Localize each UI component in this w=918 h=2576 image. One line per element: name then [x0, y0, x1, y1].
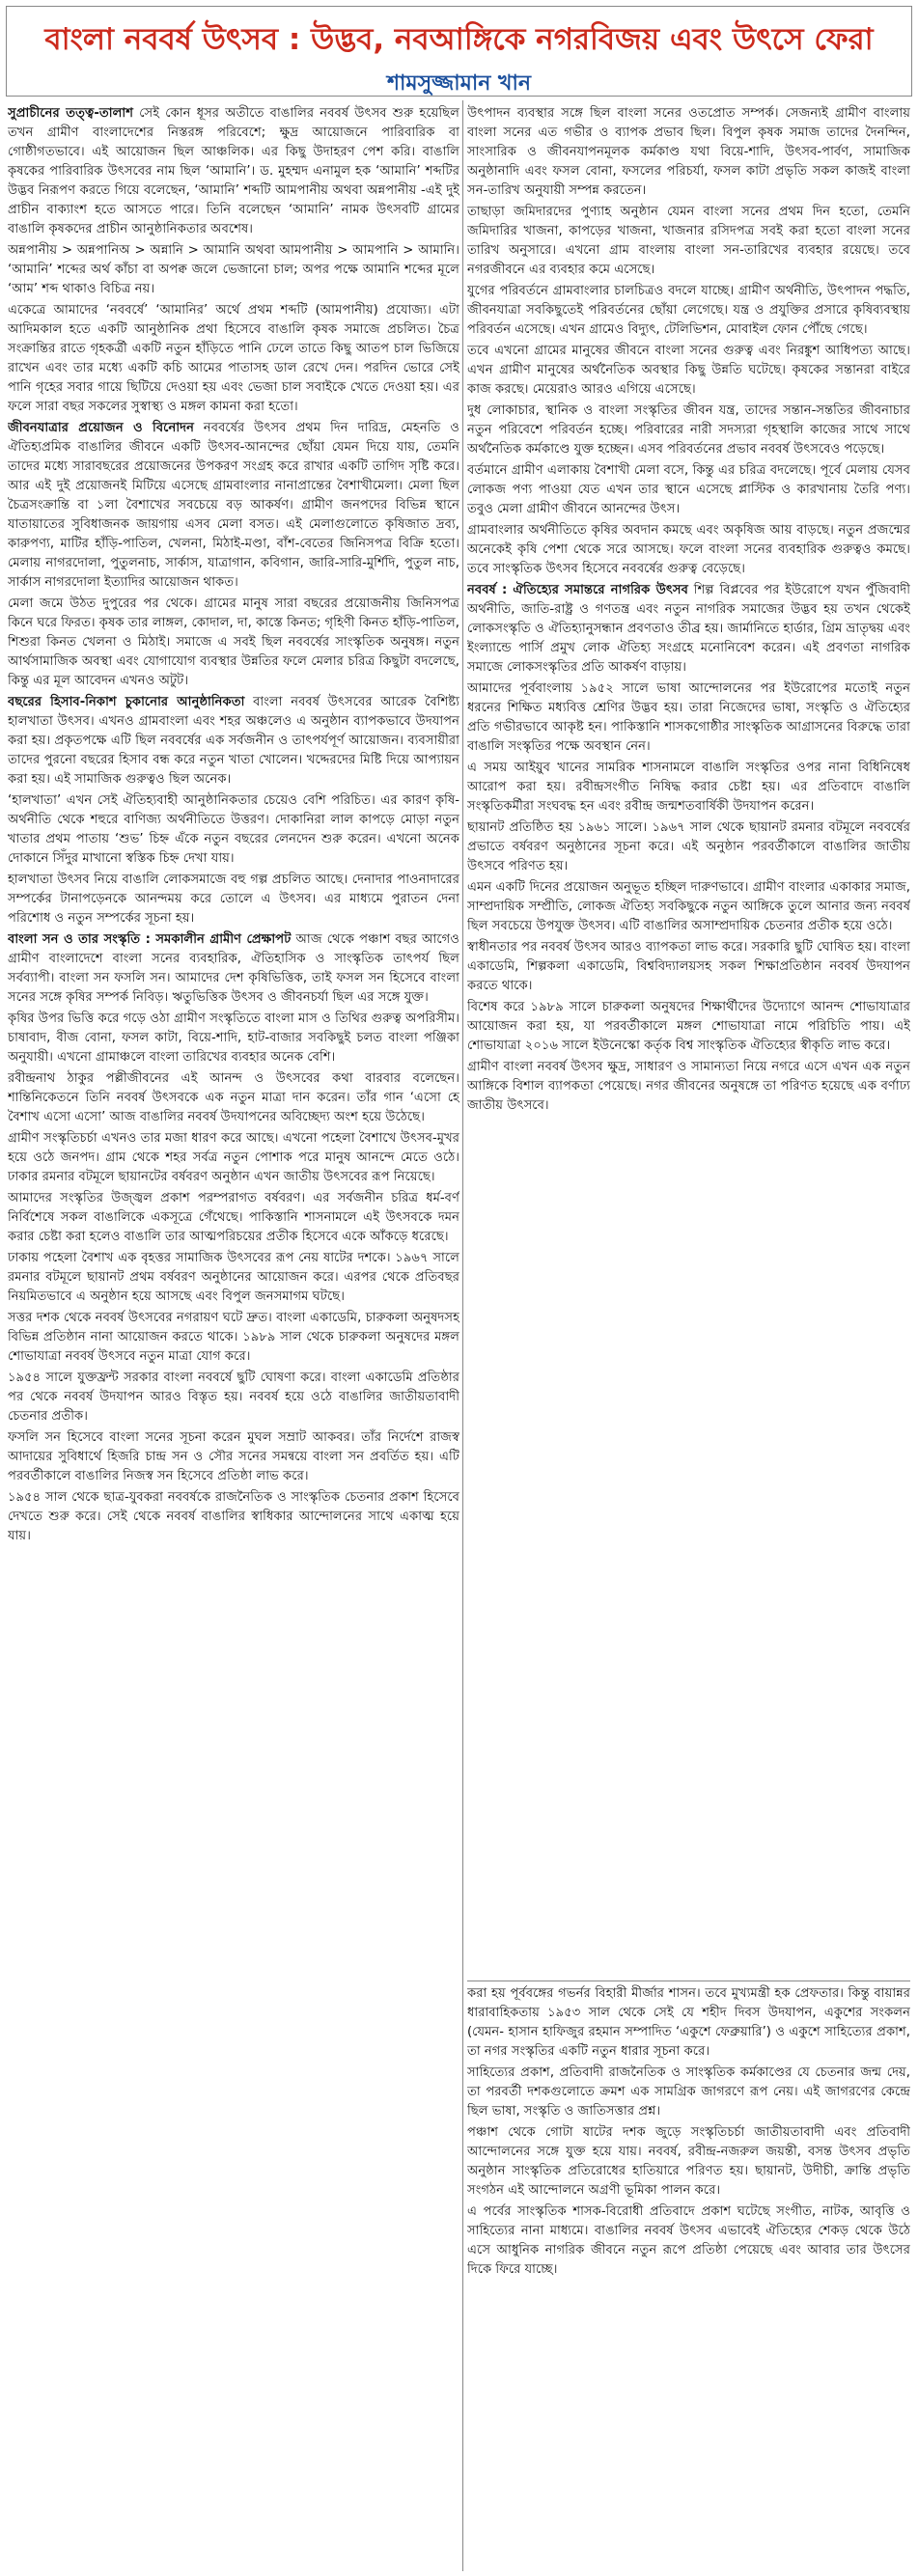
paragraph-text: সত্তর দশক থেকে নববর্ষ উৎসবের নগরায়ণ ঘটে দ্রুত। বাংলা একাডেমি, চারুকলা অনুষদসহ বিভিন্ন প্রতিষ্ঠান নানা আয়োজন করতে থাকে। ১৯৮৯ সাল থেকে চারুকলা অনুষদের মঙ্গল শোভাযাত্রা নববর্ষ উৎসবে নতুন মাত্রা যোগ করে।: [8, 1311, 459, 1364]
paragraph: [8, 1488, 459, 1546]
paragraph: [8, 419, 459, 593]
paragraph: [8, 693, 459, 789]
paragraph: [467, 1058, 910, 1116]
paragraph-text: উৎপাদন ব্যবস্থার সঙ্গে ছিল বাংলা সনের ওতপ্রোত সম্পর্ক। সেজন্যই গ্রামীণ বাংলায় বাংলা সনের এত গভীর ও ব্যাপক প্রভাব ছিল। বিপুল কৃষক সমাজ তাদের দৈনন্দিন, সাংসারিক ও জীবনযাপনমূলক কর্মকাণ্ড যথা বিয়ে-শাদি, উৎসব-পার্বণ, সামাজিক অনুষ্ঠানাদি এবং ফসল বোনা, ফসলের পরিচর্যা, ফসল কাটা প্রভৃতি সকল কাজই বাংলা সন-তারিখ অনুযায়ী সম্পন্ন করতেন।: [467, 106, 910, 198]
paragraph-text: আমাদের সংস্কৃতির উজ্জ্বল প্রকাশ পরম্পরাগত বর্ষবরণ। এর সর্বজনীন চরিত্র ধর্ম-বর্ণ নির্বিশেষে সকল বাঙালিকে একসূত্রে গেঁথেছে। পাকিস্তানি শাসনামলে এই উৎসবকে দমন করার চেষ্টা করা হলেও বাঙালি তার আত্মপরিচয়ের প্রতীক হিসেবে একে আঁকড়ে ধরেছে।: [8, 1191, 459, 1244]
paragraph-text: ঢাকায় পহেলা বৈশাখ এক বৃহত্তর সামাজিক উৎসবের রূপ নেয় ষাটের দশকে। ১৯৬৭ সালে রমনার বটমূলে ছায়ানট প্রথম বর্ষবরণ অনুষ্ঠানের আয়োজন করে। এরপর থেকে প্রতিবছর নিয়মিতভাবে এ অনুষ্ঠান হয়ে আসছে এবং বিপুল জনসমাগম ঘটছে।: [8, 1251, 459, 1304]
paragraph-lead: নববর্ষ : ঐতিহ্যের সমান্তরে নাগরিক উৎসব: [467, 583, 688, 597]
paragraph: [467, 2202, 910, 2280]
paragraph: [8, 1189, 459, 1247]
paragraph-text: এ পর্বের সাংস্কৃতিক শাসক-বিরোধী প্রতিবাদে প্রকাশ ঘটেছে সংগীত, নাটক, আবৃত্তি ও সাহিত্যের নানা মাধ্যমে। বাঙালির নববর্ষ উৎসব এভাবেই ঐতিহ্যের শেকড় থেকে উঠে এসে আধুনিক নাগরিক জীবনে নতুন রূপে প্রতিষ্ঠা পেয়েছে এবং আবার তার উৎসের দিকে ফিরে যাচ্ছে।: [467, 2204, 910, 2277]
paragraph-text: তাছাড়া জমিদারদের পুণ্যাহ অনুষ্ঠান যেমন বাংলা সনের প্রথম দিন হতো, তেমনি জমিদারির খাজনা, কাপড়ের খাজনা, খাজনার রসিদপত্র সবই করা হতো বাংলা সনের তারিখ অনুসারে। এখনো গ্রাম বাংলায় বাংলা সন-তারিখের ব্যবহার রয়েছে। তবে নগরজীবনে এর ব্যবহার কমে এসেছে।: [467, 205, 910, 277]
paragraph-text: দুধ লোকাচার, স্থানিক ও বাংলা সংস্কৃতির জীবন যন্ত্র, তাদের সন্তান-সন্ততির জীবনাচার নতুন পরিবেশে পরিবর্তন হচ্ছে। পরিবারের নারী সদস্যরা গৃহস্থালি কাজের সাথে সাথে অর্থনৈতিক কর্মকাণ্ডে যুক্ত হচ্ছেন। এসব পরিবর্তনের প্রভাব নববর্ষ উৎসবেও পড়েছে।: [467, 403, 910, 457]
bottom-block: [467, 1984, 910, 2569]
paragraph: [467, 104, 910, 201]
paragraph: [8, 595, 459, 691]
paragraph: [467, 2123, 910, 2201]
paragraph: [8, 1069, 459, 1127]
paragraph-text: পঞ্চাশ থেকে গোটা ষাটের দশক জুড়ে সংস্কৃতিচর্চা জাতীয়তাবাদী এবং প্রতিবাদী আন্দোলনের সঙ্গে যুক্ত হয়ে যায়। নববর্ষ, রবীন্দ্র-নজরুল জয়ন্তী, বসন্ত উৎসব প্রভৃতি অনুষ্ঠান সাংস্কৃতিক প্রতিরোধের হাতিয়ারে পরিণত হয়। ছায়ানট, উদীচী, ক্রান্তি প্রভৃতি সংগঠন এই আন্দোলনে অগ্রণী ভূমিকা পালন করে।: [467, 2125, 910, 2198]
paragraph: [8, 1249, 459, 1307]
paragraph: [467, 679, 910, 757]
paragraph: [467, 282, 910, 340]
paragraph-text: ১৯৫৪ সাল থেকে ছাত্র-যুবকরা নববর্ষকে রাজনৈতিক ও সাংস্কৃতিক চেতনার প্রকাশ হিসেবে দেখতে শুরু করে। সেই থেকে নববর্ষ বাঙালির স্বাধিকার আন্দোলনের সাথে একাত্ম হয়ে যায়।: [8, 1490, 459, 1543]
paragraph: [467, 581, 910, 678]
paragraph: [467, 878, 910, 936]
paragraph: [8, 930, 459, 1008]
article-headline: বাংলা নববর্ষ উৎসব : উদ্ভব, নবআঙ্গিকে নগরবিজয় এবং উৎসে ফেরা: [44, 22, 874, 57]
paragraph-text: তবে এখনো গ্রামের মানুষের জীবনে বাংলা সনের গুরুত্ব এবং নিরঙ্কুশ আধিপত্য আছে। এখন গ্রামীণ মানুষের অর্থনৈতিক অবস্থার কিছু উন্নতি ঘটেছে। কৃষকের সন্তানরা বাইরে কাজ করছে। মেয়েরাও আরও এগিয়ে এসেছে।: [467, 344, 910, 397]
left-column: [8, 104, 459, 2569]
paragraph: [467, 203, 910, 280]
paragraph: [8, 1010, 459, 1067]
paragraph-text: বাংলা নববর্ষ উৎসবের আরেক বৈশিষ্ট্য হালখাতা উৎসব। এখনও গ্রামবাংলা এবং শহর অঞ্চলেও এ অনুষ্ঠান ব্যাপকভাবে উদযাপন করা হয়। প্রকৃতপক্ষে এটি ছিল নববর্ষের এক সর্বজনীন ও তাৎপর্যপূর্ণ আয়োজন। ব্যবসায়ীরা তাদের পুরনো বছরের হিসাব বন্ধ করে নতুন খাতা খোলেন। খদ্দেরদের মিষ্টি দিয়ে আপ্যায়ন করা হয়। এই সামাজিক গুরুত্বও ছিল অনেক।: [8, 695, 459, 787]
right-column: [467, 104, 910, 1980]
paragraph-text: সেই কোন ধূসর অতীতে বাঙালির নববর্ষ উৎসব শুরু হয়েছিল তখন গ্রামীণ বাংলাদেশের নিস্তরঙ্গ পরিবেশে; ক্ষুদ্র আয়োজনে পারিবারিক বা গোষ্ঠীগতভাবে। এই আয়োজন ছিল আঞ্চলিক। এর কিছু উদাহরণ পেশ করি। বাঙালি কৃষকের পারিবারিক উৎসবের নাম ছিল ‘আমানি’। ড. মুহম্মদ এনামুল হক ‘আমানি’ শব্দটির উদ্ভব নিরূপণ করতে গিয়ে বলেছেন, ‘আমানি’ শব্দটি আমপানীয় অথবা অন্নপানীয় -এই দুই প্রাচীন বাক্যাংশ হতে আসতে পারে। তিনি বলেছেন ‘আমানি’ নামক উৎসবটি গ্রামের বাঙালি কৃষকদের প্রাচীন আনুষ্ঠানিকতার অবশেষ।: [8, 106, 459, 236]
article-header: [6, 6, 912, 97]
paragraph-text: যুগের পরিবর্তনে গ্রামবাংলার চালচিত্রও বদলে যাচ্ছে। গ্রামীণ অর্থনীতি, উৎপাদন পদ্ধতি, জীবনযাত্রা সবকিছুতেই পরিবর্তনের ছোঁয়া লেগেছে। যন্ত্র ও প্রযুক্তির প্রসারে কৃষিব্যবস্থায় পরিবর্তন এসেছে। এখন গ্রামেও বিদ্যুৎ, টেলিভিশন, মোবাইল ফোন পৌঁছে গেছে।: [467, 284, 910, 337]
paragraph-lead: সুপ্রাচীনের তত্ত্ব-তালাশ: [8, 106, 134, 121]
paragraph: [467, 2064, 910, 2121]
paragraph-text: অন্নপানীয় > অন্নপানিঅ > অন্নানি > আমানি অথবা আমপানীয় > আমপানি > আমানি। ‘আমানি’ শব্দের অর্থ কাঁচা বা অপক্ব জলে ভেজানো চাল; অপর পক্ষে আমানি শব্দের মূলে ‘আম’ শব্দ থাকাও বিচিত্র নয়।: [8, 243, 459, 296]
paragraph-text: এমন একটি দিনের প্রয়োজন অনুভূত হচ্ছিল দারুণভাবে। গ্রামীণ বাংলার একাকার সমাজ, সাম্প্রদায়িক সম্প্রীতি, লোকজ ঐতিহ্য সবকিছুকে নতুন আঙ্গিকে তুলে আনার জন্য নববর্ষ ছিল সবচেয়ে উপযুক্ত উৎসব। এটি বাঙালির অসাম্প্রদায়িক চেতনার প্রতীক হয়ে ওঠে।: [467, 880, 910, 933]
paragraph: [8, 104, 459, 239]
paragraph: [8, 241, 459, 299]
paragraph-text: শিল্প বিপ্লবের পর ইউরোপে যখন পুঁজিবাদী অর্থনীতি, জাতি-রাষ্ট্র ও গণতন্ত্র এবং নতুন নাগরিক সমাজের উদ্ভব হয় তখন থেকেই লোকসংস্কৃতি ও ঐতিহ্যানুসন্ধান প্রবণতাও তীব্র হয়। জার্মানিতে হার্ডার, গ্রিম ভ্রাতৃদ্বয় এবং ইংল্যান্ডে পার্সি প্রমুখ লোক ঐতিহ্য সংগ্রহে মনোনিবেশ করেন। এই প্রবণতা নাগরিক সমাজে লোকসংস্কৃতির প্রতি আকর্ষণ বাড়ায়।: [467, 583, 910, 675]
paragraph: [8, 1428, 459, 1486]
article-byline: শামসুজ্জামান খান: [387, 71, 531, 96]
paragraph-lead: বাংলা সন ও তার সংস্কৃতি : সমকালীন গ্রামীণ প্রেক্ষাপট: [8, 932, 292, 947]
paragraph: [467, 759, 910, 817]
bottom-block-rule: [467, 1980, 910, 1981]
paragraph-text: ফসলি সন হিসেবে বাংলা সনের সূচনা করেন মুঘল সম্রাট আকবর। তাঁর নির্দেশে রাজস্ব আদায়ের সুবিধার্থে হিজরি চান্দ্র সন ও সৌর সনের সমন্বয়ে বাংলা সন প্রবর্তিত হয়। এটি পরবর্তীকালে বাঙালির নিজস্ব সন হিসেবে প্রতিষ্ঠা লাভ করে।: [8, 1430, 459, 1483]
paragraph: [467, 402, 910, 459]
paragraph-text: গ্রামীণ বাংলা নববর্ষ উৎসব ক্ষুদ্র, সাধারণ ও সামান্যতা নিয়ে নগরে এসে এখন এক নতুন আঙ্গিকে বিশাল ব্যাপকতা পেয়েছে। নগর জীবনের অনুষঙ্গে তা পরিণত হয়েছে এক বর্ণাঢ্য জাতীয় উৎসবে।: [467, 1060, 910, 1113]
paragraph-text: বর্তমানে গ্রামীণ এলাকায় বৈশাখী মেলা বসে, কিন্তু এর চরিত্র বদলেছে। পূর্বে মেলায় যেসব লোকজ পণ্য পাওয়া যেত এখন তার স্থানে এসেছে প্লাস্টিক ও কারখানায় তৈরি পণ্য। তবুও মেলা গ্রামীণ জীবনে আনন্দের উৎস।: [467, 463, 910, 516]
paragraph-text: কৃষির উপর ভিত্তি করে গড়ে ওঠা গ্রামীণ সংস্কৃতিতে বাংলা মাস ও তিথির গুরুত্ব অপরিসীম। চাষাবাদ, বীজ বোনা, ফসল কাটা, বিয়ে-শাদি, হাট-বাজার সবকিছুই চলত বাংলা পঞ্জিকা অনুযায়ী। এখনো গ্রামাঞ্চলে বাংলা তারিখের ব্যবহার অনেক বেশি।: [8, 1011, 459, 1065]
paragraph-text: মেলা জমে উঠত দুপুরের পর থেকে। গ্রামের মানুষ সারা বছরের প্রয়োজনীয় জিনিসপত্র কিনে ঘরে ফিরত। কৃষক তার লাঙ্গল, কোদাল, দা, কাস্তে কিনত; গৃহিণী কিনত হাঁড়ি-পাতিল, শিশুরা কিনত খেলনা ও মিঠাই। সমাজে এ সবই ছিল নববর্ষের সাংস্কৃতিক অনুষঙ্গ। নতুন আর্থসামাজিক অবস্থা এবং যোগাযোগ ব্যবস্থার উন্নতির ফলে মেলার চরিত্র কিছুটা বদলেছে, কিন্তু এর মূল আবেদন এখনও অটুট।: [8, 596, 459, 688]
paragraph-text: গ্রামবাংলার অর্থনীতিতে কৃষির অবদান কমছে এবং অকৃষিজ আয় বাড়ছে। নতুন প্রজন্মের অনেকেই কৃষি পেশা থেকে সরে আসছে। ফলে বাংলা সনের ব্যবহারিক গুরুত্বও কমছে। তবে সাংস্কৃতিক উৎসব হিসেবে নববর্ষের গুরুত্ব বেড়েছে।: [467, 523, 910, 576]
paragraph-text: এ সময় আইয়ুব খানের সামরিক শাসনামলে বাঙালি সংস্কৃতির ওপর নানা বিধিনিষেধ আরোপ করা হয়। রবীন্দ্রসংগীত নিষিদ্ধ করার চেষ্টা হয়। এর প্রতিবাদে বাঙালি সংস্কৃতিকর্মীরা সংঘবদ্ধ হন এবং রবীন্দ্র জন্মশতবার্ষিকী উদযাপন করেন।: [467, 761, 910, 814]
paragraph-text: ‘হালখাতা’ এখন সেই ঐতিহ্যবাহী আনুষ্ঠানিকতার চেয়েও বেশি পরিচিত। এর কারণ কৃষি-অর্থনীতি থেকে শহুরে বাণিজ্য অর্থনীতিতে উত্তরণ। দোকানিরা লাল কাপড়ে মোড়া নতুন খাতার প্রথম পাতায় ‘শুভ’ চিহ্ন এঁকে নতুন বছরের লেনদেন শুরু করেন। এখনো অনেক দোকানে সিঁদুর মাখানো স্বস্তিক চিহ্ন দেখা যায়।: [8, 793, 459, 866]
paragraph: [467, 342, 910, 400]
paragraph-text: ১৯৫৪ সালে যুক্তফ্রন্ট সরকার বাংলা নববর্ষে ছুটি ঘোষণা করে। বাংলা একাডেমি প্রতিষ্ঠার পর থেকে নববর্ষ উদযাপন আরও বিস্তৃত হয়। নববর্ষ হয়ে ওঠে বাঙালির জাতীয়তাবাদী চেতনার প্রতীক।: [8, 1371, 459, 1424]
paragraph: [467, 461, 910, 519]
paragraph-text: হালখাতা উৎসব নিয়ে বাঙালি লোকসমাজে বহু গল্প প্রচলিত আছে। দেনাদার পাওনাদারের সম্পর্কের টানাপড়েনকে আনন্দময় করে তোলে এ উৎসব। এর মাধ্যমে পুরাতন দেনা পরিশোধ ও নতুন সম্পর্কের সূচনা হয়।: [8, 873, 459, 926]
paragraph-text: ছায়ানট প্রতিষ্ঠিত হয় ১৯৬১ সালে। ১৯৬৭ সাল থেকে ছায়ানট রমনার বটমূলে নববর্ষের প্রভাতে বর্ষবরণ অনুষ্ঠানের সূচনা করে। এই অনুষ্ঠান পরবর্তীকালে বাঙালির জাতীয় উৎসবে পরিণত হয়।: [467, 820, 910, 873]
paragraph-text: গ্রামীণ সংস্কৃতিচর্চা এখনও তার মজা ধারণ করে আছে। এখনো পহেলা বৈশাখে উৎসব-মুখর হয়ে ওঠে জনপদ। গ্রাম থেকে শহর সর্বত্র নতুন পোশাক পরে মানুষ আনন্দে মেতে ওঠে। ঢাকার রমনার বটমূলে ছায়ানটের বর্ষবরণ অনুষ্ঠান এখন জাতীয় উৎসবের রূপ নিয়েছে।: [8, 1131, 459, 1184]
paragraph-text: রবীন্দ্রনাথ ঠাকুর পল্লীজীবনের এই আনন্দ ও উৎসবের কথা বারবার বলেছেন। শান্তিনিকেতনে তিনি নববর্ষ উৎসবকে এক নতুন মাত্রা দান করেন। তাঁর গান ‘এসো হে বৈশাখ এসো এসো’ আজ বাঙালির নববর্ষ উদযাপনের অবিচ্ছেদ্য অংশ হয়ে উঠেছে।: [8, 1071, 459, 1124]
paragraph-text: স্বাধীনতার পর নববর্ষ উৎসব আরও ব্যাপকতা লাভ করে। সরকারি ছুটি ঘোষিত হয়। বাংলা একাডেমি, শিল্পকলা একাডেমি, বিশ্ববিদ্যালয়সহ সকল শিক্ষাপ্রতিষ্ঠান নববর্ষ উদযাপন করতে থাকে।: [467, 940, 910, 993]
paragraph-text: আমাদের পূর্ববাংলায় ১৯৫২ সালে ভাষা আন্দোলনের পর ইউরোপের মতোই নতুন ধরনের শিক্ষিত মধ্যবিত্ত শ্রেণির উদ্ভব হয়। তারা নিজেদের ভাষা, সংস্কৃতি ও ঐতিহ্যের প্রতি গভীরভাবে আকৃষ্ট হন। পাকিস্তানি শাসকগোষ্ঠীর সাংস্কৃতিক আগ্রাসনের বিরুদ্ধে তারা বাঙালি সংস্কৃতির পক্ষে অবস্থান নেন।: [467, 681, 910, 754]
paragraph: [8, 871, 459, 928]
paragraph-text: করা হয় পূর্ববঙ্গের গভর্নর বিহারী মীর্জার শাসন। তবে মুখ্যমন্ত্রী হক প্রেফতার। কিন্তু বায়ান্নর ধারাবাহিকতায় ১৯৫৩ সাল থেকে সেই যে শহীদ দিবস উদযাপন, একুশের সংকলন (যেমন- হাসান হাফিজুর রহমান সম্পাদিত ‘একুশে ফেব্রুয়ারি’) ও একুশে সাহিত্যের প্রকাশ, তা নগর সংস্কৃতির একটি নতুন ধারার সূচনা করে।: [467, 1986, 910, 2059]
paragraph-text: নববর্ষের উৎসব প্রথম দিন দারিদ্র, মেহনতি ও ঐতিহ্যপ্রমিক বাঙালির জীবনে একটি উৎসব-আনন্দের ছোঁয়া যেমন দিয়ে যায়, তেমনি তাদের মধ্যে সারাবছরের প্রয়োজনের উপকরণ সংগ্রহ করে রাখার একটি তাগিদ সৃষ্টি করে। আর এই দুই প্রয়োজনই মিটিয়ে এসেছে গ্রামবাংলার নানাপ্রান্তের বৈশাখীমেলা। মেলা ছিল চৈত্রসংক্রান্তি বা ১লা বৈশাখের সবচেয়ে বড় আকর্ষণ। গ্রামীণ জনপদের বিভিন্ন স্থানে যাতায়াতের সুবিধাজনক জায়গায় এসব মেলা বসত। এই মেলাগুলোতে কৃষিজাত দ্রব্য, কারুপণ্য, মাটির হাঁড়ি-পাতিল, খেলনা, মিঠাই-মণ্ডা, বাঁশ-বেতের জিনিসপত্র বিক্রি হতো। মেলায় নাগরদোলা, পুতুলনাচ, সার্কাস, যাত্রাগান, কবিগান, জারি-সারি-মুর্শিদি, পুতুল নাচ, সার্কাস নাগরদোলা ইত্যাদির আয়োজন থাকত।: [8, 421, 459, 590]
paragraph-text: সাহিত্যের প্রকাশ, প্রতিবাদী রাজনৈতিক ও সাংস্কৃতিক কর্মকাণ্ডের যে চেতনার জন্ম দেয়, তা পরবর্তী দশকগুলোতে ক্রমশ এক সামগ্রিক জাগরণে রূপ নেয়। এই জাগরণের কেন্দ্রে ছিল ভাষা, সংস্কৃতি ও জাতিসত্তার প্রশ্ন।: [467, 2065, 910, 2119]
paragraph-text: বিশেষ করে ১৯৮৯ সালে চারুকলা অনুষদের শিক্ষার্থীদের উদ্যোগে আনন্দ শোভাযাত্রার আয়োজন করা হয়, যা পরবর্তীকালে মঙ্গল শোভাযাত্রা নামে পরিচিতি পায়। এই শোভাযাত্রা ২০১৬ সালে ইউনেস্কো কর্তৃক বিশ্ব সাংস্কৃতিক ঐতিহ্যের স্বীকৃতি লাভ করে।: [467, 1000, 910, 1053]
paragraph-text: একেত্রে আমাদের ‘নববর্ষে’ ‘আমানির’ অর্থে প্রথম শব্দটি (আমপানীয়) প্রযোজ্য। এটা আদিমকাল হতে একটি আনুষ্ঠানিক প্রথা হিসেবে বাঙালি কৃষক সমাজে প্রচলিত। চৈত্র সংক্রান্তির রাতে গৃহকর্ত্রী একটি নতুন হাঁড়িতে পানি ঢেলে তাতে কিছু আতপ চাল ভিজিয়ে রাখেন এবং তার মধ্যে একটি কচি আমের পাতাসহ ডাল রেখে দেন। পরদিন ভোরে সেই পানি গৃহের সবার গায়ে ছিটিয়ে দেওয়া হয় এবং ভেজা চাল সবাইকে খেতে দেওয়া হয়। এর ফলে সারা বছর সকলের সুস্বাস্থ্য ও মঙ্গল কামনা করা হতো।: [8, 303, 459, 414]
paragraph: [467, 818, 910, 876]
paragraph-lead: জীবনযাত্রার প্রয়োজন ও বিনোদন: [8, 421, 194, 435]
paragraph-lead: বছরের হিসাব-নিকাশ চুকানোর আনুষ্ঠানিকতা: [8, 695, 245, 709]
paragraph: [467, 938, 910, 996]
paragraph: [8, 1309, 459, 1367]
paragraph: [8, 791, 459, 869]
paragraph: [467, 998, 910, 1056]
paragraph: [467, 521, 910, 579]
paragraph: [8, 1369, 459, 1426]
paragraph: [8, 301, 459, 417]
paragraph: [8, 1129, 459, 1187]
column-divider: [462, 100, 463, 2571]
paragraph: [467, 1984, 910, 2062]
paragraph-text: আজ থেকে পঞ্চাশ বছর আগেও গ্রামীণ বাংলাদেশে বাংলা সনের ব্যবহারিক, ঐতিহাসিক ও সাংস্কৃতিক তাৎপর্য ছিল সর্বব্যাপী। বাংলা সন ফসলি সন। আমাদের দেশ কৃষিভিত্তিক, তাই ফসল সন হিসেবে বাংলা সনের সঙ্গে কৃষির সম্পর্ক নিবিড়। ঋতুভিত্তিক উৎসব ও জীবনচর্যা ছিল এর সঙ্গে যুক্ত।: [8, 932, 459, 1005]
